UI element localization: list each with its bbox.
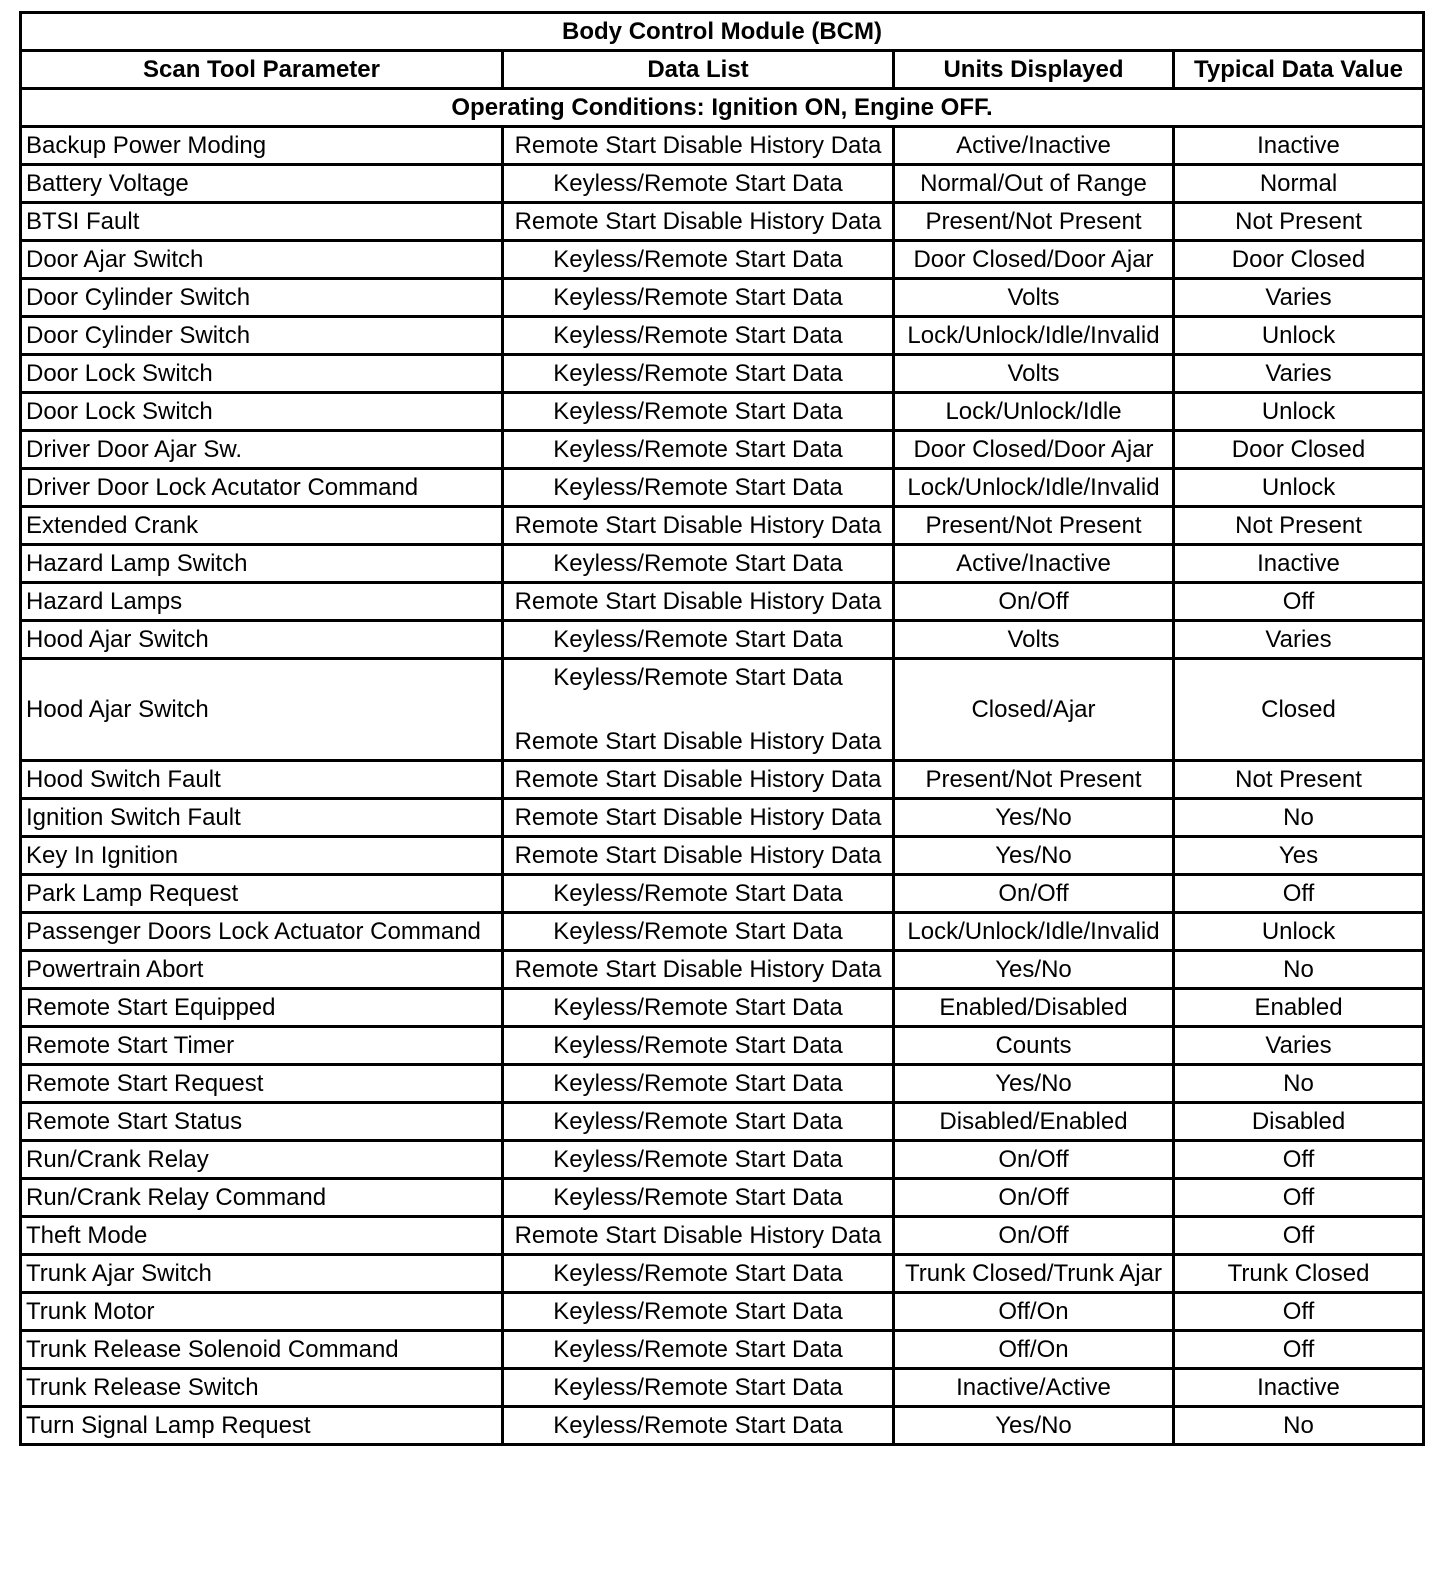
cell-units: Lock/Unlock/Idle/Invalid [894, 469, 1174, 507]
operating-conditions-row [21, 89, 1424, 127]
table-row [21, 989, 1424, 1027]
cell-data-list: Remote Start Disable History Data [503, 951, 894, 989]
cell-typical-value: Off [1174, 1141, 1424, 1179]
cell-units: Volts [894, 621, 1174, 659]
cell-data-list: Keyless/Remote Start Data [503, 875, 894, 913]
cell-units: Door Closed/Door Ajar [894, 241, 1174, 279]
cell-data-list: Remote Start Disable History Data [503, 127, 894, 165]
table-row [21, 1027, 1424, 1065]
table-row [21, 583, 1424, 621]
cell-units: Door Closed/Door Ajar [894, 431, 1174, 469]
cell-units: Lock/Unlock/Idle/Invalid [894, 913, 1174, 951]
cell-data-list: Remote Start Disable History Data [503, 1217, 894, 1255]
cell-data-list: Keyless/Remote Start Data [503, 241, 894, 279]
cell-typical-value: No [1174, 1065, 1424, 1103]
cell-parameter: Ignition Switch Fault [21, 799, 503, 837]
cell-units: Counts [894, 1027, 1174, 1065]
table-row [21, 799, 1424, 837]
header-data-list: Data List [503, 51, 894, 89]
cell-data-list: Keyless/Remote Start Data [503, 279, 894, 317]
cell-units: Off/On [894, 1331, 1174, 1369]
cell-parameter: Theft Mode [21, 1217, 503, 1255]
cell-data-list: Remote Start Disable History Data [503, 203, 894, 241]
cell-typical-value: Yes [1174, 837, 1424, 875]
cell-typical-value: Not Present [1174, 761, 1424, 799]
cell-typical-value: Off [1174, 1293, 1424, 1331]
table-row [21, 1141, 1424, 1179]
cell-data-list [503, 659, 894, 761]
table-body-part-2 [21, 761, 1424, 1445]
table-row [21, 469, 1424, 507]
cell-data-list: Remote Start Disable History Data [503, 583, 894, 621]
cell-typical-value: Not Present [1174, 203, 1424, 241]
cell-data-list: Keyless/Remote Start Data [503, 1103, 894, 1141]
cell-data-list: Remote Start Disable History Data [503, 507, 894, 545]
table-row [21, 355, 1424, 393]
cell-parameter: Remote Start Timer [21, 1027, 503, 1065]
cell-parameter: Trunk Release Solenoid Command [21, 1331, 503, 1369]
cell-parameter: Hazard Lamp Switch [21, 545, 503, 583]
cell-units: On/Off [894, 1217, 1174, 1255]
table-row [21, 317, 1424, 355]
table-row [21, 1255, 1424, 1293]
cell-data-list: Keyless/Remote Start Data [503, 1065, 894, 1103]
table-row [21, 951, 1424, 989]
cell-data-list: Keyless/Remote Start Data [503, 431, 894, 469]
cell-parameter: Battery Voltage [21, 165, 503, 203]
table-row [21, 1331, 1424, 1369]
cell-data-list: Keyless/Remote Start Data [503, 1369, 894, 1407]
table-title-row [21, 13, 1424, 51]
table-row [21, 241, 1424, 279]
cell-units: Yes/No [894, 1407, 1174, 1445]
cell-units: On/Off [894, 583, 1174, 621]
cell-typical-value: Unlock [1174, 393, 1424, 431]
cell-data-list: Keyless/Remote Start Data [503, 1331, 894, 1369]
cell-parameter: BTSI Fault [21, 203, 503, 241]
cell-units: On/Off [894, 875, 1174, 913]
table-body-part-1 [21, 127, 1424, 659]
cell-units: Volts [894, 279, 1174, 317]
cell-typical-value: Closed [1174, 659, 1424, 761]
cell-data-list: Keyless/Remote Start Data [503, 165, 894, 203]
cell-typical-value: Door Closed [1174, 431, 1424, 469]
cell-data-list: Remote Start Disable History Data [503, 799, 894, 837]
cell-parameter: Hood Ajar Switch [21, 621, 503, 659]
table-row [21, 1217, 1424, 1255]
cell-typical-value: Disabled [1174, 1103, 1424, 1141]
cell-units: Volts [894, 355, 1174, 393]
cell-typical-value: Normal [1174, 165, 1424, 203]
cell-data-list: Keyless/Remote Start Data [503, 913, 894, 951]
cell-data-list: Keyless/Remote Start Data [503, 1141, 894, 1179]
cell-typical-value: Door Closed [1174, 241, 1424, 279]
table-row [21, 1369, 1424, 1407]
header-units-displayed: Units Displayed [894, 51, 1174, 89]
cell-parameter: Extended Crank [21, 507, 503, 545]
cell-parameter: Turn Signal Lamp Request [21, 1407, 503, 1445]
cell-typical-value: Off [1174, 875, 1424, 913]
cell-typical-value: Trunk Closed [1174, 1255, 1424, 1293]
header-scan-tool-parameter: Scan Tool Parameter [21, 51, 503, 89]
cell-typical-value: Varies [1174, 621, 1424, 659]
cell-typical-value: Inactive [1174, 127, 1424, 165]
table-row [21, 393, 1424, 431]
table-row [21, 203, 1424, 241]
cell-typical-value: Off [1174, 583, 1424, 621]
cell-parameter: Door Cylinder Switch [21, 317, 503, 355]
cell-parameter: Trunk Motor [21, 1293, 503, 1331]
cell-data-list: Keyless/Remote Start Data [503, 989, 894, 1027]
cell-parameter: Driver Door Lock Acutator Command [21, 469, 503, 507]
cell-data-list: Keyless/Remote Start Data [503, 1255, 894, 1293]
cell-typical-value: No [1174, 799, 1424, 837]
table-row [21, 127, 1424, 165]
operating-conditions: Operating Conditions: Ignition ON, Engine OFF. [21, 89, 1424, 127]
cell-typical-value: Off [1174, 1217, 1424, 1255]
cell-units: Active/Inactive [894, 545, 1174, 583]
cell-typical-value: Off [1174, 1331, 1424, 1369]
table-row [21, 837, 1424, 875]
cell-parameter: Trunk Ajar Switch [21, 1255, 503, 1293]
table-row [21, 1065, 1424, 1103]
cell-typical-value: Unlock [1174, 913, 1424, 951]
table-title: Body Control Module (BCM) [21, 13, 1424, 51]
table-row [21, 1407, 1424, 1445]
cell-data-list: Keyless/Remote Start Data [503, 393, 894, 431]
cell-units: Closed/Ajar [894, 659, 1174, 761]
header-typical-data-value: Typical Data Value [1174, 51, 1424, 89]
table-row [21, 875, 1424, 913]
cell-typical-value: Unlock [1174, 469, 1424, 507]
cell-typical-value: No [1174, 1407, 1424, 1445]
cell-typical-value: Off [1174, 1179, 1424, 1217]
cell-units: Present/Not Present [894, 507, 1174, 545]
cell-units: On/Off [894, 1141, 1174, 1179]
cell-units: Enabled/Disabled [894, 989, 1174, 1027]
cell-typical-value: Not Present [1174, 507, 1424, 545]
cell-data-list: Keyless/Remote Start Data [503, 317, 894, 355]
cell-data-list: Keyless/Remote Start Data [503, 1293, 894, 1331]
cell-parameter: Door Lock Switch [21, 355, 503, 393]
cell-units: Yes/No [894, 1065, 1174, 1103]
data-list-line-1: Keyless/Remote Start Data [553, 663, 843, 691]
cell-units: Disabled/Enabled [894, 1103, 1174, 1141]
cell-parameter: Door Cylinder Switch [21, 279, 503, 317]
cell-typical-value: Inactive [1174, 1369, 1424, 1407]
cell-units: Yes/No [894, 951, 1174, 989]
cell-parameter: Run/Crank Relay [21, 1141, 503, 1179]
cell-typical-value: Varies [1174, 1027, 1424, 1065]
table-row [21, 431, 1424, 469]
cell-parameter: Park Lamp Request [21, 875, 503, 913]
cell-parameter: Hood Switch Fault [21, 761, 503, 799]
cell-typical-value: No [1174, 951, 1424, 989]
table-row [21, 1293, 1424, 1331]
cell-units: Present/Not Present [894, 203, 1174, 241]
cell-data-list: Keyless/Remote Start Data [503, 621, 894, 659]
cell-units: Lock/Unlock/Idle [894, 393, 1174, 431]
cell-parameter: Remote Start Equipped [21, 989, 503, 1027]
cell-units: Yes/No [894, 837, 1174, 875]
cell-data-list: Remote Start Disable History Data [503, 761, 894, 799]
data-list-line-2: Remote Start Disable History Data [514, 727, 882, 755]
table-row [21, 621, 1424, 659]
cell-units: Active/Inactive [894, 127, 1174, 165]
cell-data-list: Keyless/Remote Start Data [503, 545, 894, 583]
cell-parameter: Key In Ignition [21, 837, 503, 875]
cell-units: Normal/Out of Range [894, 165, 1174, 203]
cell-parameter: Powertrain Abort [21, 951, 503, 989]
bcm-parameter-table [19, 11, 1425, 1446]
cell-parameter: Hazard Lamps [21, 583, 503, 621]
cell-data-list: Keyless/Remote Start Data [503, 355, 894, 393]
cell-units: On/Off [894, 1179, 1174, 1217]
cell-units: Trunk Closed/Trunk Ajar [894, 1255, 1174, 1293]
cell-typical-value: Unlock [1174, 317, 1424, 355]
cell-data-list: Remote Start Disable History Data [503, 837, 894, 875]
cell-parameter: Passenger Doors Lock Actuator Command [21, 913, 503, 951]
table-row [21, 279, 1424, 317]
cell-parameter: Hood Ajar Switch [21, 659, 503, 761]
cell-typical-value: Varies [1174, 279, 1424, 317]
table-row [21, 1179, 1424, 1217]
table-row [21, 659, 1424, 761]
cell-units: Lock/Unlock/Idle/Invalid [894, 317, 1174, 355]
cell-units: Off/On [894, 1293, 1174, 1331]
cell-units: Present/Not Present [894, 761, 1174, 799]
table-row [21, 761, 1424, 799]
cell-typical-value: Enabled [1174, 989, 1424, 1027]
cell-parameter: Backup Power Moding [21, 127, 503, 165]
cell-typical-value: Inactive [1174, 545, 1424, 583]
table-row [21, 1103, 1424, 1141]
cell-units: Yes/No [894, 799, 1174, 837]
column-header-row [21, 51, 1424, 89]
cell-data-list: Keyless/Remote Start Data [503, 1179, 894, 1217]
cell-typical-value: Varies [1174, 355, 1424, 393]
table-row [21, 545, 1424, 583]
table-row [21, 165, 1424, 203]
table-row [21, 913, 1424, 951]
table-body-hood-row [21, 659, 1424, 761]
cell-data-list: Keyless/Remote Start Data [503, 469, 894, 507]
cell-data-list: Keyless/Remote Start Data [503, 1027, 894, 1065]
cell-data-list: Keyless/Remote Start Data [503, 1407, 894, 1445]
cell-parameter: Driver Door Ajar Sw. [21, 431, 503, 469]
cell-parameter: Door Ajar Switch [21, 241, 503, 279]
cell-parameter: Door Lock Switch [21, 393, 503, 431]
cell-parameter: Remote Start Request [21, 1065, 503, 1103]
bcm-data-sheet [19, 11, 1422, 1446]
cell-parameter: Trunk Release Switch [21, 1369, 503, 1407]
cell-parameter: Remote Start Status [21, 1103, 503, 1141]
cell-parameter: Run/Crank Relay Command [21, 1179, 503, 1217]
cell-units: Inactive/Active [894, 1369, 1174, 1407]
table-row [21, 507, 1424, 545]
